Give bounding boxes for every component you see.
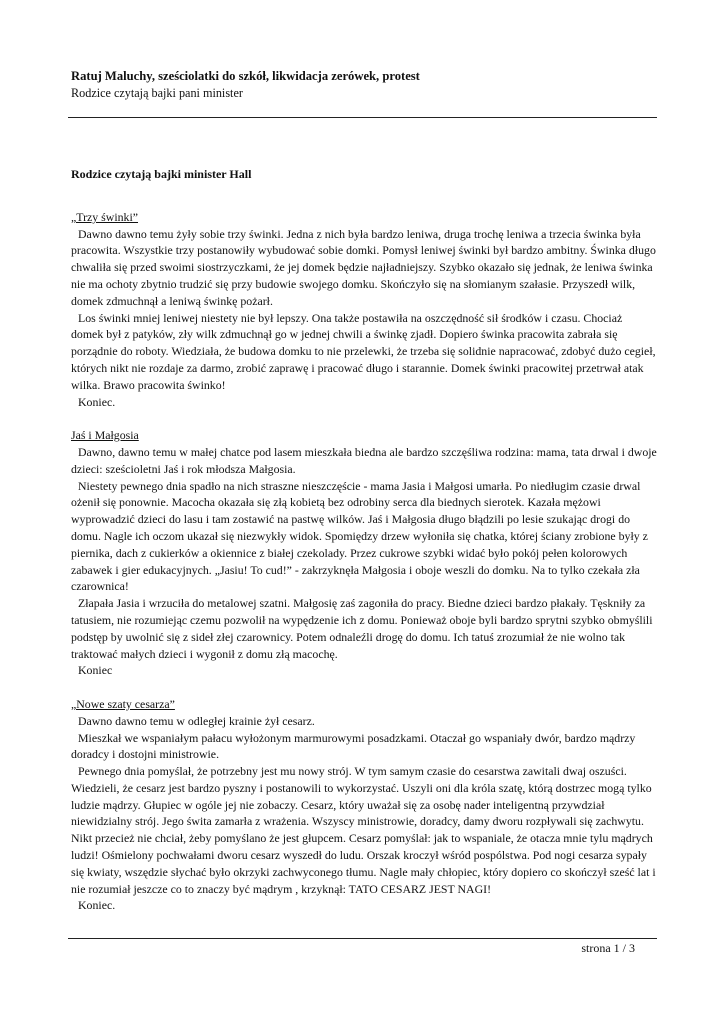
story-title: „Nowe szaty cesarza” [71,696,175,711]
story-trzy-swinki [71,209,657,411]
story-paragraph: Pewnego dnia pomyślał, że potrzebny jest mu nowy strój. W tym samym czasie do cesarstwa zawitali dwaj oszuści. Wiedzieli, że cesarz jest bardzo pyszny i postanowili to wykorzystać. Uszyli oni dla króla szatę, którą dostrzec mogą tylko ludzie mądrzy. Głupiec w ogóle jej nie zobaczy. Cesarz, który uważał się za osobę nader inteligentną przywdział niewidzialny strój. Jego świta zamarła z wrażenia. Wszyscy ministrowie, doradcy, damy dworu rozpływali się zachwytu. Nikt przecież nie chciał, żeby pomyślano że jest głupcem. Cesarz pomyślał: jak to wspaniale, że otacza mnie tylu mądrych ludzi! Ośmielony pochwałami dworu cesarz wyszedł do ludu. Orszak kroczył wśród pospólstwa. Pod nogi cesarza sypały się kwiaty, wszędzie słychać było okrzyki zachwyconego tłumu. Nagle mały chłopiec, który dopiero co skończył sześć lat i nie rozumiał jeszcze co to znaczy być mądrym , krzyknął: TATO CESARZ JEST NAGI! [71,764,656,896]
story-ending: Koniec [78,663,113,678]
header-divider [68,117,657,118]
story-ending: Koniec. [78,394,116,409]
footer-divider [68,938,657,939]
header-subtitle: Rodzice czytają bajki pani minister [71,86,243,100]
story-title: „Trzy świnki” [71,209,139,224]
document-title: Rodzice czytają bajki minister Hall [71,167,252,181]
story-paragraph: Dawno dawno temu żyły sobie trzy świnki. Jedna z nich była bardzo leniwa, druga trochę leniwa a trzecia świnka była pracowita. Wszystkie trzy postanowiły wybudować sobie domki. Pomysł leniwej świnki był bardzo ambitny. Świnka długo chwaliła się przed swoimi siostrzyczkami, że jej domek będzie najładniejszy. Szybko okazało się jednak, że leniwa świnka nie ma ochoty zbytnio trudzić się przy budowie swojego domku. Skończyło się na słomianym szałasie. Przyszedł wilk, domek zdmuchnął a leniwą świnkę pożarł. [71,226,656,308]
story-title: Jaś i Małgosia [71,428,139,443]
story-paragraph: Dawno, dawno temu w małej chatce pod lasem mieszkała biedna ale bardzo szczęśliwa rodzina: mama, tata drwal i dwoje dzieci: sześcioletni Jaś i rok młodsza Małgosia. [71,444,657,476]
document-body [71,166,657,931]
story-jas-i-malgosia [71,427,657,679]
story-paragraph: Dawno dawno temu w odległej krainie żył cesarz. [78,713,315,728]
story-paragraph: Złapała Jasia i wrzuciła do metalowej szatni. Małgosię zaś zagoniła do pracy. Biedne dzieci bardzo płakały. Tęskniły za tatusiem, nie rozumiejąc czemu pozwolił na wypędzenie ich z domu. Ponieważ oboje byli bardzo sprytni szybko obmyślili podstęp by uwolnić się z sideł złej czarownicy. Potem odnaleźli drogę do domu. Ich tatuś zrozumiał że nie wolno tak traktować małych dzieci i wygonił z domu złą macochę. [71,596,653,661]
page-number: strona 1 / 3 [581,941,635,955]
story-paragraph: Niestety pewnego dnia spadło na nich straszne nieszczęście - mama Jasia i Małgosi umarła. Po niedługim czasie drwal ożenił się ponownie. Macocha okazała się złą kobietą bez odrobiny serca dla biednych sierotek. Kazała mężowi wyprowadzić dzieci do lasu i tam zostawić na pastwę wilków. Jaś i Małgosia długo błądzili po lesie szukając drogi do domu. Nagle ich oczom ukazał się niezwykły widok. Spomiędzy drzew wyłoniła się chatka, której ściany zrobione były z piernika, dach z cukierków a okiennice z białej czekolady. Przez cukrowe szybki widać było pokój pełen kolorowych zabawek i gier edukacyjnych. „Jasiu! To cud!” - zakrzyknęła Małgosia i oboje weszli do domku. Na to tylko czekała zła czarownica! [71,478,648,594]
document-header [71,68,656,101]
story-paragraph: Mieszkał we wspaniałym pałacu wyłożonym marmurowymi posadzkami. Otaczał go wspaniały dwór, bardzo mądrzy doradcy i dostojni ministrowie. [71,730,636,762]
story-paragraph: Los świnki mniej leniwej niestety nie był lepszy. Ona także postawiła na oszczędność sił środków i czasu. Chociaż domek był z patyków, zły wilk zdmuchnął go w jednej chwili a świnkę zjadł. Dopiero świnka pracowita zabrała się porządnie do roboty. Wiedziała, że budowa domku to nie przelewki, że trzeba się solidnie napracować, zdobyć dużo cegieł, których nikt nie rozdaje za darmo, zrobić zaprawę i pracować długo i starannie. Domek świnki pracowitej przetrwał atak wilka. Brawo pracowita świnko! [71,310,656,392]
story-nowe-szaty-cesarza [71,696,657,914]
header-title: Ratuj Maluchy, sześciolatki do szkół, likwidacja zerówek, protest [71,69,420,83]
story-ending: Koniec. [78,898,116,913]
